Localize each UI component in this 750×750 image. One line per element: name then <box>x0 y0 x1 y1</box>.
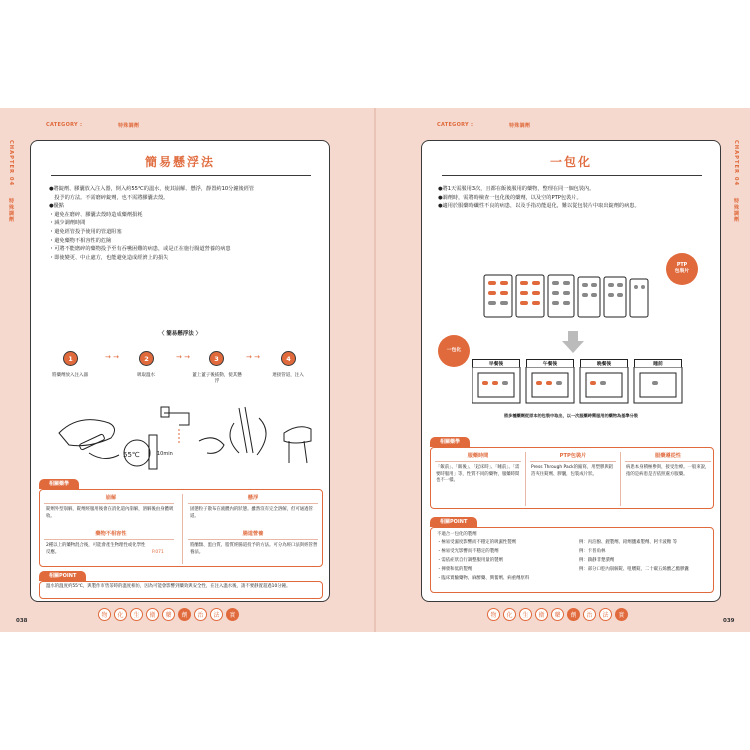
footer-char[interactable]: 法 <box>599 608 612 621</box>
divider <box>44 503 174 504</box>
bullet-line: 投予的方法。不需磨碎錠劑，也不需將膠囊去殼。 <box>49 194 169 201</box>
left-page <box>0 108 375 632</box>
step-3-label: 蓋上蓋子後搖動，使其懸浮 <box>192 373 242 384</box>
ptp-bubble: PTP 包裝片 <box>666 253 698 285</box>
book-gutter <box>374 108 376 632</box>
side-chapter: CHAPTER 04 <box>733 140 739 187</box>
point-box <box>39 581 323 599</box>
category-value: 特殊調劑 <box>118 123 140 129</box>
category-row <box>437 122 531 129</box>
step-1-circle: 1 <box>63 351 78 366</box>
related-text: 錠劑外型崩解，錠劑經服用後會在消化道內崩解，溶解後由身體吸收。 <box>46 507 174 519</box>
divider <box>435 461 521 462</box>
step-2-circle: 2 <box>139 351 154 366</box>
down-arrow-icon <box>562 331 584 353</box>
illus-temp: 55℃ <box>123 451 140 459</box>
related-head: 懸浮 <box>247 495 259 501</box>
ptp-sheets-illustration <box>482 267 672 319</box>
bullet-list <box>438 185 714 211</box>
bullet-line: ・避免在磨碎、膠囊去殼時造成藥劑損耗 <box>49 211 143 218</box>
title-divider <box>442 175 702 176</box>
point-tab: 相關POINT <box>39 571 86 581</box>
page-number: 038 <box>16 618 28 624</box>
point-row-left: ・極易受濕度影響而不穩定的吸濕性製劑 <box>437 540 517 545</box>
point-box <box>430 527 714 593</box>
point-row-right: 例：鎮靜非楚潰劑 <box>579 558 615 563</box>
divider <box>44 539 174 540</box>
footer-char[interactable]: 物 <box>98 608 111 621</box>
related-text: 將醣類、蛋白質、脂質經腸道投予的方法。可分為經口法與經管營養法。 <box>190 543 318 555</box>
related-text: 固態粒子散布在液體內的狀態。雖然沒有完全溶解，但可通過管道。 <box>190 507 313 519</box>
related-head: 藥物不相容性 <box>95 531 127 537</box>
footer-char[interactable]: 治 <box>194 608 207 621</box>
footer-nav <box>98 608 239 621</box>
pack-boxes-illustration <box>472 367 684 405</box>
related-box <box>39 489 323 567</box>
divider <box>182 494 183 564</box>
bullet-line: ●將錠劑、膠囊放入注入器，倒入約55℃的溫水，使其崩解、懸浮，靜置約10分鐘後經管 <box>49 186 255 192</box>
bullet-line: ・避免經管投予使用的管道阻塞 <box>49 228 122 235</box>
footer-char[interactable]: 衛 <box>146 608 159 621</box>
footer-char[interactable]: 藥 <box>162 608 175 621</box>
divider <box>188 539 318 540</box>
pack-bubble: 一包化 <box>438 335 470 367</box>
side-chapter: CHAPTER 04 <box>8 140 14 187</box>
footer-char[interactable]: 化 <box>503 608 516 621</box>
step-4-circle: 4 <box>281 351 296 366</box>
category-label: CATEGORY : <box>437 122 474 128</box>
related-tab: 相關藥學 <box>39 479 79 489</box>
point-row-left: ・需依症狀自行調整服用量的製劑 <box>437 558 503 563</box>
page-ref[interactable]: P.071 <box>152 550 164 555</box>
content-card <box>30 140 330 602</box>
category-label: CATEGORY : <box>46 122 83 128</box>
point-row-right: 例：丙泊酚、鋰製劑、鉛劑鹽素製劑、阿卡波糖 等 <box>579 540 677 545</box>
point-row-left: ・揮發和低的製劑 <box>437 567 473 572</box>
point-intro: 不適合一包化的製劑 <box>437 532 477 537</box>
point-tab: 相關POINT <box>430 517 477 527</box>
content-card <box>421 140 721 602</box>
point-row-left: ・臨床實驗藥物、麻醉藥、興奮劑、病重劑原料 <box>437 576 530 581</box>
related-head: 腸道營養 <box>242 531 264 537</box>
bullet-line: ・減少調劑時間 <box>49 220 86 227</box>
related-head: 崩解 <box>105 495 117 501</box>
footer-char[interactable]: 法 <box>210 608 223 621</box>
page-title: 簡易懸浮法 <box>144 155 215 169</box>
pack-box-label: 晚餐後 <box>580 359 628 368</box>
footer-char[interactable]: 治 <box>583 608 596 621</box>
divider <box>530 461 616 462</box>
arrow-icon: → → <box>105 353 119 361</box>
related-text: 病患本身積極參與，接受治療。一般來說，指的是病患是否依照處方服藥。 <box>626 465 710 477</box>
category-row <box>46 122 140 129</box>
category-value: 特殊調劑 <box>509 123 531 129</box>
bullet-line: ・即使變更、中止處方，也能避免造成經濟上的損失 <box>49 254 169 261</box>
point-row-left: ・極易受光影響而不穩定的製劑 <box>437 549 499 554</box>
pack-box-label: 早餐後 <box>472 359 520 368</box>
illustration-caption: 將多種藥劑從原本的包裝中取出，以一次服藥時需服用的藥物為基準分裝 <box>503 413 638 418</box>
bullet-line: ●優點 <box>49 203 64 210</box>
footer-char[interactable]: 化 <box>114 608 127 621</box>
related-text: 「飯前」、「飯後」、「起床時」、「睡前」、「需要時服用」等，性質不同的藥物，服藥時間也不一樣。 <box>436 465 520 483</box>
divider <box>620 452 621 506</box>
arrow-icon: → → <box>176 353 190 361</box>
step-4-label: 連接管道，注入 <box>272 373 304 378</box>
bullet-line: ●調劑時，需將時檢查一包化後的藥劑，以及空的PTP包裝片。 <box>438 194 582 201</box>
related-text: 2種以上的藥物混合後，可能會產生物理性或化學性反應。 <box>46 543 146 555</box>
footer-char-active[interactable]: 實 <box>226 608 239 621</box>
point-row-right: 例：卡普角林 <box>579 549 606 554</box>
footer-char-active[interactable]: 實 <box>615 608 628 621</box>
related-tab: 相關藥學 <box>430 437 470 447</box>
illus-time: 10min <box>157 451 173 457</box>
arrow-icon: → → <box>246 353 260 361</box>
related-head: 服藥遵從性 <box>655 453 681 459</box>
point-text: 溫水的溫度約55℃，與製作市售茶時的溫度相仿，因為可能會影響到藥效與安全性，在注入溫水後，請不要靜置超過10分鐘。 <box>46 584 291 589</box>
footer-char-active[interactable]: 劑 <box>567 608 580 621</box>
related-head: PTP包裝片 <box>559 453 587 459</box>
suspension-illustration <box>49 393 315 473</box>
page-number: 039 <box>723 618 735 624</box>
step-1-label: 將藥劑放入注入器 <box>52 373 88 378</box>
step-3-circle: 3 <box>209 351 224 366</box>
footer-char[interactable]: 藥 <box>551 608 564 621</box>
footer-char-active[interactable]: 劑 <box>178 608 191 621</box>
bullet-line: ●將1天需服用3次，且都在飯後服用的藥物，整理在同一個包裝內。 <box>438 186 595 192</box>
point-row-right: 例：部分口腔內崩解錠、咀嚼錠、二十碳五烯酸乙酯膠囊 <box>579 567 689 572</box>
pack-box-label: 睡前 <box>634 359 682 368</box>
side-title: 特殊調劑 <box>8 198 14 223</box>
title-divider <box>51 175 311 176</box>
footer-char[interactable]: 生 <box>130 608 143 621</box>
footer-char[interactable]: 物 <box>487 608 500 621</box>
footer-char[interactable]: 衛 <box>535 608 548 621</box>
related-text: Press Through Pack的縮寫，用塑膠與鋁箔夾住錠劑、膠囊，包裝成片狀。 <box>531 465 614 477</box>
footer-nav <box>487 608 628 621</box>
related-box <box>430 447 714 509</box>
page-title: 一包化 <box>549 155 592 169</box>
divider <box>625 461 711 462</box>
related-head: 服藥時間 <box>467 453 489 459</box>
side-title: 特殊調劑 <box>733 198 739 223</box>
right-page <box>375 108 750 632</box>
steps-title: 〈 簡易懸浮法 〉 <box>158 331 202 337</box>
bullet-line: ●適用於服藥時纖性不良的病患，以及手指功能退化，難以從包裝片中取出錠劑的病患。 <box>438 203 640 210</box>
step-2-label: 吸取溫水 <box>137 373 155 378</box>
bullet-line: ・可將不能磨碎的藥物投予至有吞嚥困難的病患，或是正在施行腸道營養的病患 <box>49 246 231 253</box>
divider <box>525 452 526 506</box>
pack-box-label: 午餐後 <box>526 359 574 368</box>
footer-char[interactable]: 生 <box>519 608 532 621</box>
bullet-line: ・避免藥物不相容性的危險 <box>49 237 112 244</box>
bullet-list <box>49 185 319 262</box>
divider <box>188 503 318 504</box>
